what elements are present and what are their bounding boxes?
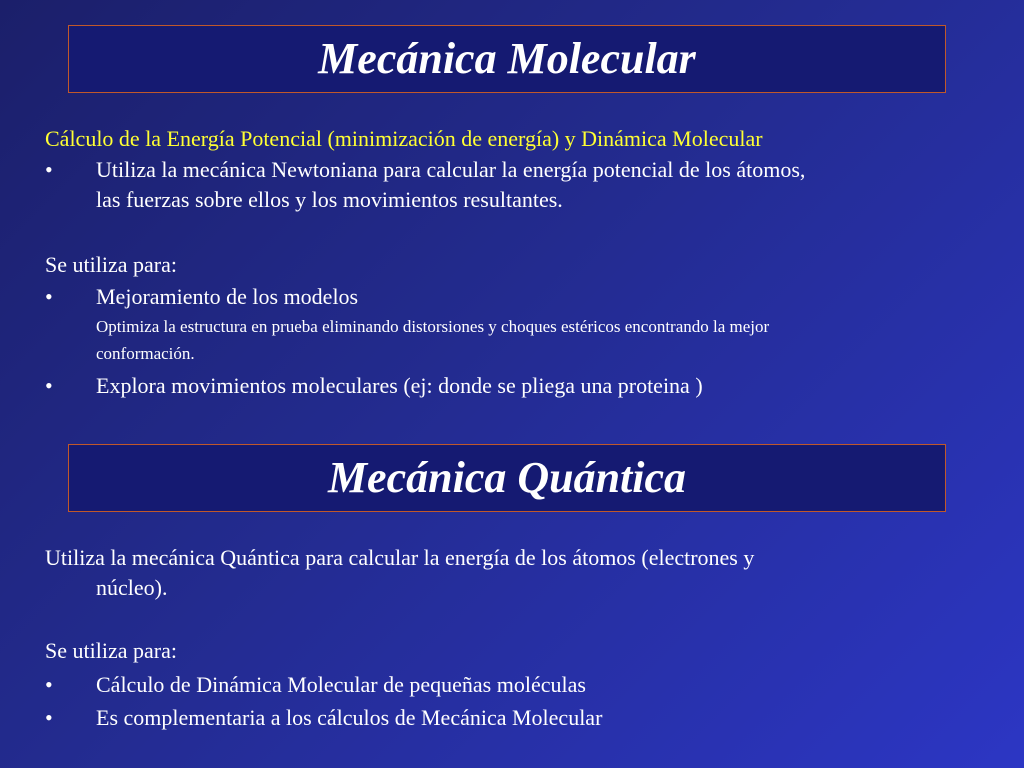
section1-subtitle: Cálculo de la Energía Potencial (minimización de energía) y Dinámica Molecular [45,126,763,151]
section2-title: Mecánica Quántica [68,444,946,512]
bullet-3-text: Explora movimientos moleculares (ej: donde se pliega una proteina ) [96,373,703,398]
bullet-dot: • [45,373,53,398]
section2-intro-line-2: núcleo). [96,575,168,600]
bullet-1-line-1: Utiliza la mecánica Newtoniana para calcular la energía potencial de los átomos, [96,157,806,182]
bullet-2-sub-line-2: conformación. [96,344,195,363]
section1-uses-label: Se utiliza para: [45,252,177,277]
section2-bullet-2 [45,703,1024,733]
section1-bullet-1 [45,155,1024,215]
section2-bullet-1 [45,670,1024,700]
section1-bullet-3 [45,371,1024,401]
bullet-2-text: Mejoramiento de los modelos [96,284,359,309]
bullet-dot: • [45,284,53,309]
bullet-2-sub-line-1: Optimiza la estructura en prueba eliminando distorsiones y choques estéricos encontrando la mejor [96,317,770,336]
bullet-dot: • [45,672,53,697]
bullet-1-line-2: las fuerzas sobre ellos y los movimientos resultantes. [96,187,563,212]
section2-intro-line-1: Utiliza la mecánica Quántica para calcular la energía de los átomos (electrones y [45,545,755,570]
section1-title: Mecánica Molecular [68,25,946,93]
section2-uses-label: Se utiliza para: [45,638,177,663]
bullet-dot: • [45,157,53,182]
section2-bullet-2-text: Es complementaria a los cálculos de Mecánica Molecular [96,705,603,730]
bullet-dot: • [45,705,53,730]
section1-bullet-2 [45,282,1024,312]
section2-bullet-1-text: Cálculo de Dinámica Molecular de pequeñas moléculas [96,672,586,697]
